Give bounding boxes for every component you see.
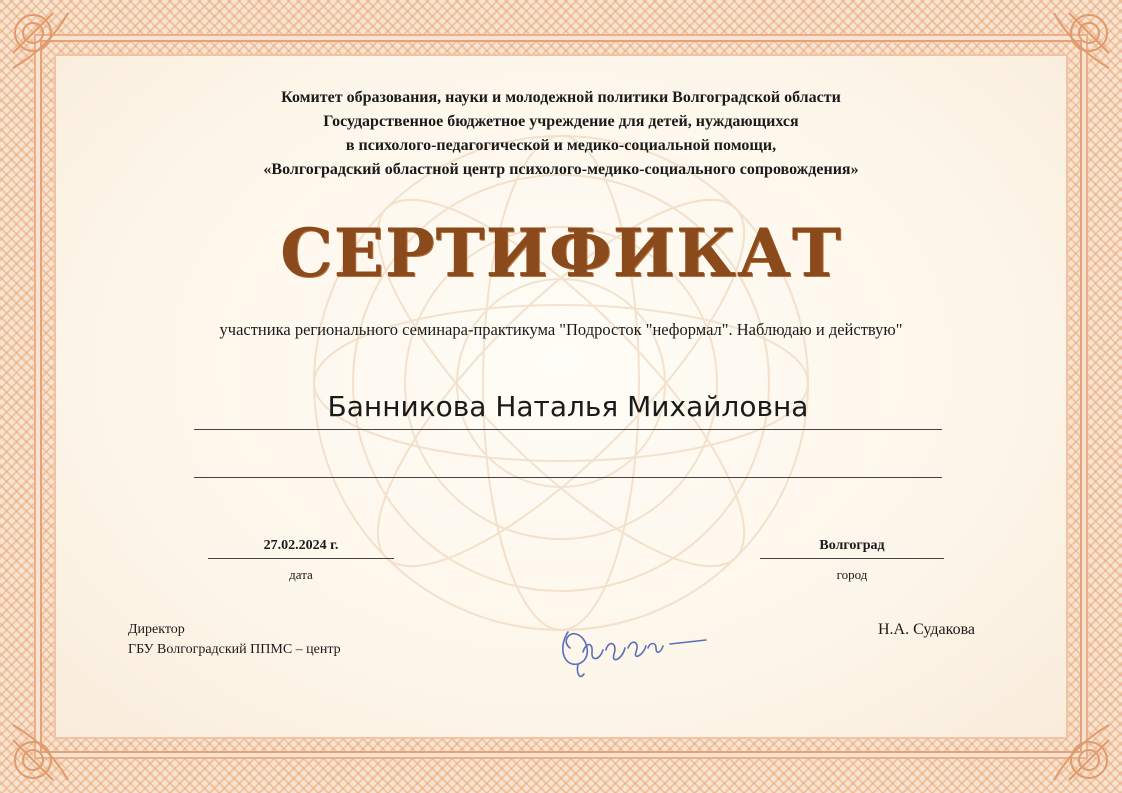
- recipient-underline: [194, 429, 942, 430]
- date-caption: дата: [289, 567, 313, 582]
- date-value: 27.02.2024 г.: [263, 538, 339, 553]
- signatory-name: Н.А. Судакова: [878, 621, 976, 638]
- city-caption: город: [836, 567, 868, 582]
- date-underline: [208, 558, 394, 559]
- city-underline: [760, 558, 944, 559]
- issuer-line-1: Комитет образования, науки и молодежной политики Волгоградской области: [281, 89, 841, 106]
- issuer-line-4: «Волгоградский областной центр психолого-медико-социального сопровождения»: [263, 161, 859, 178]
- handwritten-signature-icon: [548, 612, 718, 684]
- city-value: Волгоград: [819, 538, 885, 553]
- blank-underline: [194, 477, 942, 478]
- certificate-title: СЕРТИФИКАТ: [280, 214, 842, 292]
- signatory-position: [128, 620, 341, 660]
- certificate-purpose: участника регионального семинара-практикума "Подросток "неформал". Наблюдаю и действую": [219, 320, 903, 339]
- recipient-name: Банникова Наталья Михайловна: [327, 390, 809, 423]
- issuer-header: [0, 86, 1122, 182]
- issuer-line-2: Государственное бюджетное учреждение для детей, нуждающихся: [323, 113, 799, 130]
- issuer-line-3: в психолого-педагогической и медико-социальной помощи,: [345, 137, 777, 154]
- signatory-position-line-1: Директор: [128, 622, 185, 637]
- signatory-position-line-2: ГБУ Волгоградский ППМС – центр: [128, 642, 341, 657]
